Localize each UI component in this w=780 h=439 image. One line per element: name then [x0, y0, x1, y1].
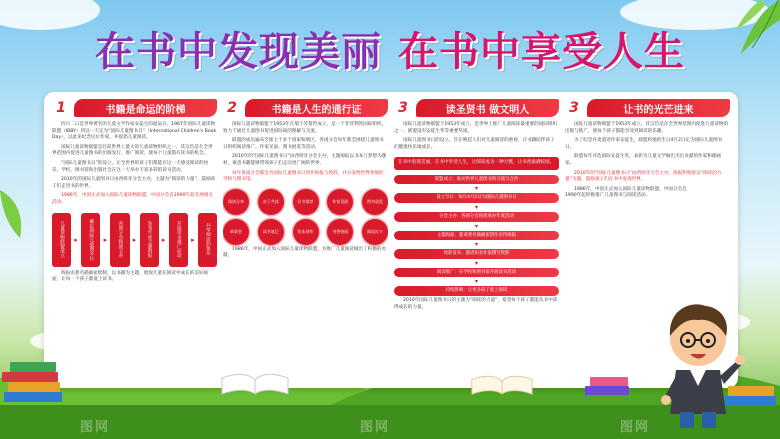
paragraph: 国际儿童读物联盟于1953年成立，其宗旨是在全世界范围内促进儿童读物的出版与推广，使每个孩子都能享受到阅读的乐趣。	[565, 122, 729, 134]
paragraph: 1986年，中国正式加入国际儿童读物联盟，为推广儿童阅读做出了积极的贡献。	[223, 246, 387, 259]
column-3	[394, 98, 559, 380]
paragraph: 国际儿童读物联盟是目前世界上最大的儿童读物组织之一，其宗旨是在全世界范围内促进儿童图书的出版发行、推广阅读，使每个儿童都有读书的机会。	[52, 144, 213, 157]
title-part2: 在书中享受人生	[398, 29, 685, 75]
circle-item: 阅读分享	[223, 189, 249, 215]
circle-item: 绘本创作	[293, 219, 319, 245]
flow-chart	[52, 213, 217, 267]
flow-step: 儿童读物联盟成立	[52, 213, 71, 267]
paragraph: 国际儿童读物联盟于1953年成立，是世界上推广儿童阅读最重要的国际组织之一，联盟设有安徒生奖等重要奖项。	[394, 122, 558, 134]
circle-item: 作家见面	[327, 189, 353, 215]
circle-row	[223, 219, 388, 245]
arrow-right-icon: ▸	[191, 235, 195, 244]
column-header	[52, 98, 217, 118]
arrow-down-icon: ▾	[474, 185, 478, 193]
step-bar: 致辞发布：邀请知名作家撰写致辞	[394, 249, 559, 259]
column-2	[223, 98, 388, 380]
column-heading: 让书的光芒进来	[587, 99, 730, 117]
arrow-right-icon: ▸	[74, 235, 78, 244]
arrow-down-icon: ▾	[474, 222, 478, 230]
column-header	[394, 98, 559, 118]
highlight-box: 在书中发现美丽，在书中享受人生，让阅读成为一种习惯，让书香溢满校园。	[394, 157, 559, 169]
column-header	[565, 98, 730, 118]
paragraph: 2010年的“国际儿童图书日”由西班牙分会主办，主题海报以书本与梦想为题材，寓意书籍能够带领孩子们走向更广阔的世界。	[223, 154, 387, 166]
paragraph: 国际儿童读物联盟于1953年在瑞士苏黎世成立，是一个非营利的国际组织，致力于通过儿童图书促进国际间的理解与交流。	[223, 122, 387, 134]
cartoon-boy-illustration	[650, 296, 746, 432]
paragraph: 为了纪念丹麦童话作家安徒生，联盟将他的生日4月2日定为国际儿童图书日。	[565, 138, 723, 150]
column-number: 1	[56, 100, 66, 116]
paragraph: 2010年国际儿童图书日的主题为“阅读的力量”，希望每个孩子都能从书中获得成长的力量。	[394, 297, 558, 310]
paragraph: 联盟每年评选国际安徒生奖，表彰为儿童文学做出杰出贡献的作家和插画家。	[565, 154, 722, 166]
paragraph: “国际儿童图书日”的设立，让全世界的孩子们都能在这一天感受阅读的快乐，学校、图书馆和出版社会在这一天举办丰富多彩的读书活动。	[52, 160, 209, 173]
column-1	[52, 98, 217, 380]
column-heading: 书籍是人生的通行证	[245, 99, 388, 117]
arrow-down-icon: ▾	[474, 278, 478, 286]
arrow-right-icon: ▸	[161, 235, 166, 244]
circle-item: 图书展览	[362, 189, 388, 215]
paragraph: 联盟的成员遍布全球七十多个国家和地区，各国分会每年都会围绕儿童图书日组织阅读推广、作家见面、图书展览等活动。	[223, 138, 384, 150]
step-bar: 设立节日：每年4月2日为国际儿童图书日	[394, 193, 559, 203]
arrow-down-icon: ▾	[474, 259, 478, 267]
highlight-paragraph: 1986年，中国正式加入国际儿童读物联盟，中国分会自1990年起开展相关活动。	[52, 193, 214, 205]
content-board	[44, 92, 738, 388]
paragraph: 国际儿童图书日的设立，旨在唤起人们对儿童阅读的重视，让书籍陪伴孩子们健康快乐地成长。	[394, 138, 555, 150]
flow-step: 各国分会轮流主办	[110, 213, 129, 267]
circle-row	[223, 189, 388, 215]
watermark: 图网	[620, 420, 651, 435]
flow-step: 发布年度主题海报	[140, 213, 159, 267]
circle-item: 读书笔记	[258, 219, 284, 245]
flow-step: 开展读书推广活动	[169, 213, 188, 267]
column-heading: 读圣贤书 做文明人	[416, 99, 559, 117]
step-bar: 联盟成立：推动世界儿童图书的交流与合作	[394, 175, 559, 185]
paragraph: 1986年，中国正式加入国际儿童读物联盟，中国分会自1990年起积极推广儿童图书与阅读活动。	[565, 186, 687, 199]
page-title	[0, 26, 780, 78]
column-number: 2	[227, 100, 237, 116]
arrow-right-icon: ▸	[103, 235, 108, 244]
step-bar: 分会主办：各国分会轮流承办年度活动	[394, 212, 559, 222]
leaf-decoration	[0, 190, 30, 240]
circle-item: 好书推荐	[293, 189, 319, 215]
arrow-right-icon: ▸	[132, 235, 137, 244]
column-heading: 书籍是命运的阶梯	[74, 99, 217, 117]
title-part1: 在书中发现美丽	[95, 29, 382, 75]
highlight-paragraph: 2010年的“国际儿童图书日”由西班牙分会主办，海报和致辞以“阅读的力量”为题，鼓励孩子们在书中发现世界。	[565, 170, 722, 183]
circle-item: 阅读打卡	[362, 219, 388, 245]
paragraph: 海报由著名插画家绘制，以书籍为主题，展现儿童在阅读中成长的美好画面，让每一个孩子都爱上读书。	[52, 270, 209, 283]
circle-item: 亲子共读	[258, 189, 284, 215]
column-number: 3	[398, 100, 408, 116]
watermark: 图网	[360, 420, 391, 435]
circle-item: 故事会	[223, 219, 249, 245]
open-book	[470, 374, 534, 396]
paragraph: 2010年的国际儿童图书日由西班牙分会主办，主题为“阅读的力量”，鼓励孩子们走进书的世界。	[52, 177, 216, 189]
column-header	[223, 98, 388, 118]
paragraph: 四月二日是世界著名的儿童文学作家安徒生的诞辰日，1967年国际儿童读物联盟（IBBY）将这一天定为“国际儿童图书日”（International Children's Book Day），以此来纪念这位作家，并提倡儿童阅读。	[52, 122, 217, 141]
column-number: 3	[569, 100, 579, 116]
step-bar: 主题海报：邀请著名插画家创作宣传海报	[394, 231, 559, 241]
arrow-down-icon: ▾	[474, 241, 478, 249]
flow-step: 共享阅读的快乐	[198, 213, 217, 267]
arrow-down-icon: ▾	[474, 203, 478, 211]
circle-item: 书香校园	[327, 219, 353, 245]
highlight-paragraph: 每年各国分会都会为国际儿童图书日创作海报与致辞，并分发给世界各地的学校与图书馆。	[223, 170, 384, 183]
step-bar: 持续影响：让更多孩子爱上阅读	[394, 286, 559, 296]
flow-step: 确定国际儿童图书日	[81, 213, 100, 267]
step-bar: 阅读推广：在学校和图书馆开展读书活动	[394, 268, 559, 278]
open-book	[220, 372, 290, 396]
watermark: 图网	[80, 420, 111, 435]
